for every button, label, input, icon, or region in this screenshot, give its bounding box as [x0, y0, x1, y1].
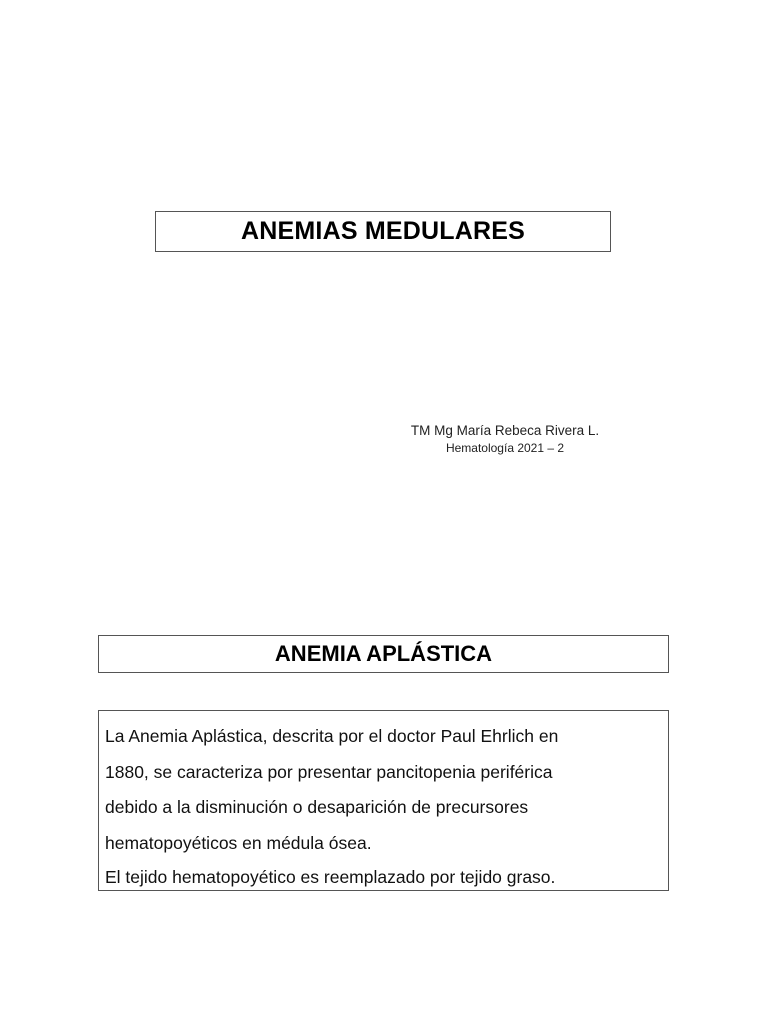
- author-block: [380, 422, 630, 456]
- course-label: Hematología 2021 – 2: [445, 441, 565, 455]
- main-title: ANEMIAS MEDULARES: [241, 217, 525, 245]
- section-title-box: [98, 635, 669, 673]
- paragraph-line-2: 1880, se caracteriza por presentar pancitopenia periférica: [105, 761, 553, 782]
- paragraph-line-4: hematopoyéticos en médula ósea.: [105, 832, 372, 853]
- paragraph-line-5: El tejido hematopoyético es reemplazado por tejido graso.: [105, 867, 556, 887]
- author-name: TM Mg María Rebeca Rivera L.: [410, 423, 600, 438]
- main-title-box: [155, 211, 611, 252]
- paragraph-line-1: La Anemia Aplástica, descrita por el doctor Paul Ehrlich en: [105, 726, 559, 746]
- section-title: ANEMIA APLÁSTICA: [274, 641, 493, 666]
- paragraph-line-3: debido a la disminución o desaparición de precursores: [105, 797, 529, 817]
- content-box: [98, 710, 669, 891]
